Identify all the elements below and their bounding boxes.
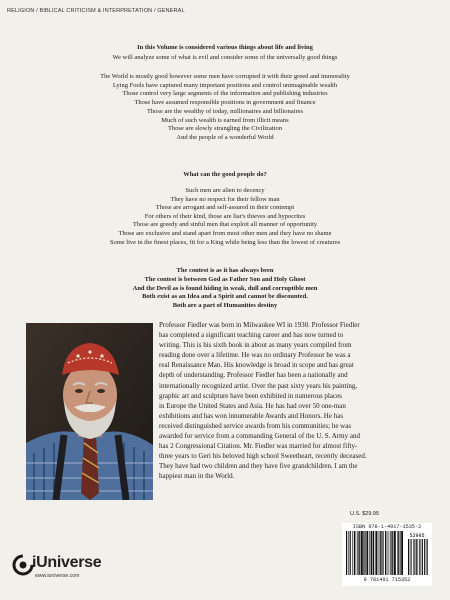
intro-subheading: We will analyze some of what is evil and consider some of the universally good things — [112, 53, 338, 61]
stanza-line: The contest is as it has always been — [176, 267, 274, 274]
barcode-bar — [381, 531, 382, 575]
stanza-line: Both are a part of Humanities destiny — [172, 302, 278, 310]
stanza-line: Both exist as an Idea and a Spirit and cannot be discounted. — [142, 293, 308, 301]
barcode-bar — [359, 531, 360, 575]
barcode-addon-bar — [418, 539, 419, 575]
question-heading — [0, 171, 450, 178]
bio-line: awarded for service from a commanding General of the U. S. Army and — [159, 432, 360, 441]
stanza-line: Much of such wealth is earned from illicit means — [161, 116, 289, 124]
barcode-addon-bar — [414, 539, 415, 575]
barcode-bar — [392, 531, 393, 575]
stanza-line: The contest is between God as Father Son and Holy Ghost — [144, 275, 306, 283]
barcode-addon-bar — [422, 539, 423, 575]
stanza-line: Such men are alien to decency — [185, 187, 265, 194]
isbn-barcode — [342, 523, 432, 586]
barcode-bar — [363, 531, 364, 575]
barcode-bar — [350, 531, 351, 575]
barcode-bar — [397, 531, 398, 575]
barcode-bar — [389, 531, 390, 575]
bio-line: happiest man in the World. — [159, 472, 235, 481]
author-bio — [159, 320, 435, 482]
bio-line: three years to Geri his beloved high school Sweetheart, recently deceased. — [159, 452, 367, 461]
men-stanza — [0, 187, 450, 247]
barcode-price-code: 52995 — [409, 533, 425, 539]
contest-stanza — [0, 267, 450, 311]
stanza-line: For others of their kind, those are liar's thieves and hypocrites — [144, 212, 306, 220]
intro-block — [0, 43, 450, 62]
barcode-bar — [401, 531, 403, 575]
bio-line: real Renaissance Man. His knowledge is broad in scope and has great — [159, 361, 354, 370]
iuniverse-swirl-icon — [12, 554, 34, 576]
barcode-bar — [346, 531, 347, 575]
stanza-line: Those are arrogant and self-assured in their contempt — [155, 204, 295, 212]
barcode-bar — [390, 531, 391, 575]
barcode-bar — [385, 531, 386, 575]
publisher-name: iUniverse — [32, 554, 102, 571]
stanza-line: Those are slowly strangling the Civilization — [168, 125, 282, 133]
barcode-bar — [348, 531, 349, 575]
category-label: RELIGION / BIBLICAL CRITICISM & INTERPRETATION / GENERAL — [7, 8, 185, 14]
stanza-line: Those are exclusive and stand apart from most other men and they have no shame — [118, 229, 332, 237]
stanza-line: And the Devil as is found hiding in weak, dull and corruptible men — [132, 284, 318, 292]
bio-line: internationally recognized artist. Over the past sixty years his painting, — [159, 381, 358, 390]
barcode-bar — [394, 531, 396, 575]
publisher-url: www.iuniverse.com — [35, 573, 80, 579]
barcode-digits: 9 781491 715352 — [363, 577, 411, 583]
author-photo — [26, 323, 153, 500]
barcode-addon-bar — [419, 539, 420, 575]
barcode-bar — [375, 531, 377, 575]
stanza-line: And the people of a wonderful World — [176, 133, 274, 141]
price-label: U.S. $29.95 — [350, 511, 380, 517]
barcode-bar — [378, 531, 379, 575]
barcode-bars — [346, 531, 428, 577]
barcode-bar — [373, 531, 374, 575]
stanza-line: Those control very large segments of the information and publishing industries — [122, 90, 328, 98]
barcode-bar — [366, 531, 368, 575]
question-text: What can the good people do? — [183, 171, 267, 178]
bio-line: Professor Fiedler was born in Milwaukee WI in 1930. Professor Fiedler — [159, 321, 360, 329]
barcode-bar — [357, 531, 358, 575]
stanza-line: Some live in the finest places, fit for a King while being less than the lowest of creatures — [109, 238, 341, 246]
author-portrait-image — [26, 323, 153, 500]
barcode-addon-bar — [411, 539, 412, 575]
barcode-bar — [369, 531, 370, 575]
barcode-bar — [352, 531, 353, 575]
bio-line: has 2 Congressional Citation. Mr. Fiedler was married for almost fifty- — [159, 442, 358, 451]
barcode-bar — [398, 531, 399, 575]
stanza-line: The World is mostly good however some men have corrupted it with their greed and immorality — [100, 73, 350, 80]
publisher-logo — [12, 552, 142, 584]
intro-heading: In this Volume is considered various things about life and living — [137, 44, 313, 51]
bio-line: They have had two children and they have five grandchildren. I am the — [159, 462, 358, 471]
bio-line: graphic art and sculpture have been exhibited in numerous places — [159, 391, 342, 400]
bio-line: reading done over a lifetime. He was no ordinary Professor he was a — [159, 351, 351, 360]
barcode-addon-bar — [413, 539, 414, 575]
barcode-bar — [356, 531, 357, 575]
barcode-bar — [383, 531, 384, 575]
barcode-bar — [400, 531, 401, 575]
barcode-bar — [354, 531, 355, 575]
stanza-line: Those are greedy and sinful men that exploit all manner of opportunity — [132, 221, 318, 229]
stanza-line: Lying Fools have captured many important positions and control unimaginable wealth — [112, 81, 338, 89]
barcode-addon-bar — [410, 539, 411, 575]
stanza-line: Those have assumed responsible positions in government and finance — [134, 99, 316, 107]
world-stanza — [0, 73, 450, 143]
bio-line: exhibitions and has won innumerable Awards and Honors. He has — [159, 411, 344, 420]
barcode-addon-bar — [427, 539, 428, 575]
barcode-bar — [380, 531, 381, 575]
barcode-bar — [371, 531, 373, 575]
barcode-bar — [361, 531, 363, 575]
bio-line: writing. This is his sixth book in about as many years compiled from — [159, 341, 352, 350]
barcode-addon-bar — [416, 539, 417, 575]
bio-line: in Europe the United States and Asia. He has had over 50 one-man — [159, 401, 346, 410]
bio-line: depth of understanding. Professor Fiedler has been a nationally and — [159, 371, 348, 380]
bio-line: has completed a significant teaching career and has now turned to — [159, 331, 344, 340]
stanza-line: Those are the wealthy of today, millionaires and billionaires — [146, 107, 304, 115]
barcode-addon-bar — [424, 539, 425, 575]
barcode-bar — [387, 531, 388, 575]
barcode-bar — [365, 531, 366, 575]
barcode-addon-bar — [408, 539, 409, 575]
bio-line: received distinguished service awards from his communities; he was — [159, 421, 352, 430]
isbn-number: ISBN 978-1-4917-1535-2 — [352, 524, 422, 530]
stanza-line: They have no respect for their fellow man — [170, 195, 280, 203]
